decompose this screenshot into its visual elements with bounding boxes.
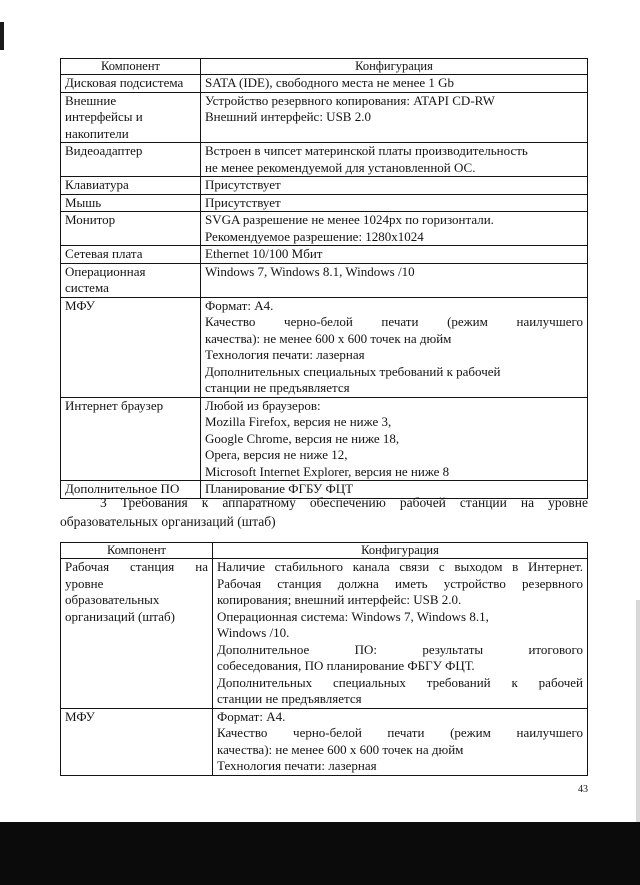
cell-text-line: Встроен в чипсет материнской платы производительность (205, 143, 528, 158)
cell-text-line: SVGA разрешение не менее 1024px по горизонтали. (205, 212, 494, 227)
configuration-cell (213, 708, 588, 775)
cell-text-line: Внешний интерфейс: USB 2.0 (205, 109, 371, 124)
cell-text-line: уровне (65, 575, 104, 591)
component-cell (61, 297, 201, 397)
cell-text-line: организаций (штаб) (65, 608, 175, 624)
component-cell (61, 177, 201, 195)
component-cell (61, 708, 213, 775)
table-row (61, 194, 588, 212)
cell-text-line: Монитор (65, 212, 116, 227)
school-workstation-table (60, 542, 588, 776)
component-cell (61, 194, 201, 212)
cell-text-line: МФУ (65, 297, 95, 313)
cell-text-line: Наличие стабильного канала связи с выходом в Интернет. (217, 559, 583, 574)
cell-text-line: Google Chrome, версия не ниже 18, (205, 430, 400, 446)
cell-text-line: интерфейсы и (65, 109, 143, 124)
configuration-cell (213, 559, 588, 709)
cell-text-line: Рабочая станция на (65, 559, 208, 574)
configuration-cell (201, 92, 588, 143)
cell-text-line: копирования; внешний интерфейс: USB 2.0. (217, 592, 462, 607)
header-component: Компонент (61, 543, 213, 559)
scan-border-artifact (0, 822, 640, 885)
scan-edge-artifact (636, 600, 640, 822)
header-configuration: Конфигурация (213, 543, 588, 559)
cell-text-line: Качество черно-белой печати (режим наилучшего (205, 314, 583, 329)
table-row (61, 263, 588, 297)
cell-text-line: SATA (IDE), свободного места не менее 1 Gb (205, 75, 455, 90)
table-row (61, 397, 588, 481)
component-cell (61, 397, 201, 481)
cell-text-line: Мышь (65, 194, 102, 210)
cell-text-line: образовательных (65, 592, 160, 607)
hardware-requirements-table (60, 58, 588, 499)
configuration-cell (201, 246, 588, 264)
configuration-cell (201, 177, 588, 195)
table-row (61, 143, 588, 177)
component-cell (61, 75, 201, 93)
cell-text-line: Операционная система: Windows 7, Windows 8.1, (217, 608, 489, 624)
cell-text-line: качества): не менее 600 x 600 точек на дюйм (217, 741, 464, 757)
cell-text-line: Windows /10. (217, 625, 290, 640)
page-number: 43 (578, 784, 588, 795)
cell-text-line: Windows 7, Windows 8.1, Windows /10 (205, 263, 415, 279)
configuration-cell (201, 263, 588, 297)
table-row (61, 708, 588, 775)
configuration-cell (201, 397, 588, 481)
cell-text-line: Дополнительное ПО (65, 481, 180, 496)
cell-text-line: система (65, 280, 109, 295)
cell-text-line: Mozilla Firefox, версия не ниже 3, (205, 414, 392, 429)
table-row (61, 212, 588, 246)
cell-text-line: Дополнительное ПО: результаты итогового (217, 641, 583, 657)
table-header-row (61, 59, 588, 75)
cell-text-line: Формат: А4. (205, 297, 274, 313)
cell-text-line: Планирование ФГБУ ФЦТ (205, 481, 354, 496)
table-body (61, 75, 588, 499)
component-cell (61, 212, 201, 246)
configuration-cell (201, 212, 588, 246)
cell-text-line: МФУ (65, 708, 95, 724)
cell-text-line: Видеоадаптер (65, 143, 143, 158)
component-cell (61, 92, 201, 143)
cell-text-line: Сетевая плата (65, 246, 143, 261)
cell-text-line: Любой из браузеров: (205, 397, 321, 413)
cell-text-line: Технология печати: лазерная (217, 758, 377, 773)
cell-text-line: Рабочая станция должна иметь устройство резервного (217, 575, 583, 591)
cell-text-line: Рекомендуемое разрешение: 1280x1024 (205, 228, 424, 244)
scan-edge-artifact (0, 22, 4, 50)
cell-text-line: качества): не менее 600 x 600 точек на дюйм (205, 330, 452, 346)
cell-text-line: Ethernet 10/100 Мбит (205, 246, 323, 261)
cell-text-line: станции не предъявляется (205, 380, 350, 395)
cell-text-line: Качество черно-белой печати (режим наилучшего (217, 725, 583, 740)
cell-text-line: Присутствует (205, 177, 281, 192)
configuration-cell (201, 75, 588, 93)
header-component: Компонент (61, 59, 201, 75)
cell-text-line: Операционная (65, 263, 146, 279)
component-cell (61, 246, 201, 264)
cell-text-line: Интернет браузер (65, 397, 164, 413)
table-header-row (61, 543, 588, 559)
configuration-cell (201, 143, 588, 177)
table-row (61, 177, 588, 195)
cell-text-line: Присутствует (205, 194, 281, 210)
header-configuration: Конфигурация (201, 59, 588, 75)
cell-text-line: Технология печати: лазерная (205, 347, 365, 362)
table-row (61, 297, 588, 397)
cell-text-line: Клавиатура (65, 177, 129, 192)
table-row (61, 246, 588, 264)
section-heading (60, 493, 588, 531)
cell-text-line: Дисковая подсистема (65, 75, 184, 90)
cell-text-line: накопители (65, 125, 129, 141)
cell-text-line: Дополнительных специальных требований к рабочей (205, 363, 501, 379)
cell-text-line: собеседования, ПО планирование ФБГУ ФЦТ. (217, 658, 475, 673)
cell-text-line: Opera, версия не ниже 12, (205, 447, 348, 462)
cell-text-line: Дополнительных специальных требований к рабочей (217, 674, 583, 690)
cell-text-line: Внешние (65, 92, 117, 108)
cell-text-line: станции не предъявляется (217, 691, 362, 706)
cell-text-line: не менее рекомендуемой для установленной ОС. (205, 159, 476, 175)
component-cell (61, 559, 213, 709)
section-heading-line: 3 Требования к аппаратному обеспечению рабочей станции на уровне (100, 495, 588, 510)
configuration-cell (201, 194, 588, 212)
component-cell (61, 263, 201, 297)
table-body (61, 559, 588, 776)
cell-text-line: Microsoft Internet Explorer, версия не ниже 8 (205, 463, 450, 479)
table-row (61, 559, 588, 709)
cell-text-line: Формат: А4. (217, 708, 286, 724)
cell-text-line: Устройство резервного копирования: ATAPI CD-RW (205, 92, 495, 108)
table-row (61, 92, 588, 143)
configuration-cell (201, 297, 588, 397)
table-row (61, 75, 588, 93)
component-cell (61, 143, 201, 177)
section-heading-line: образовательных организаций (штаб) (60, 514, 276, 529)
